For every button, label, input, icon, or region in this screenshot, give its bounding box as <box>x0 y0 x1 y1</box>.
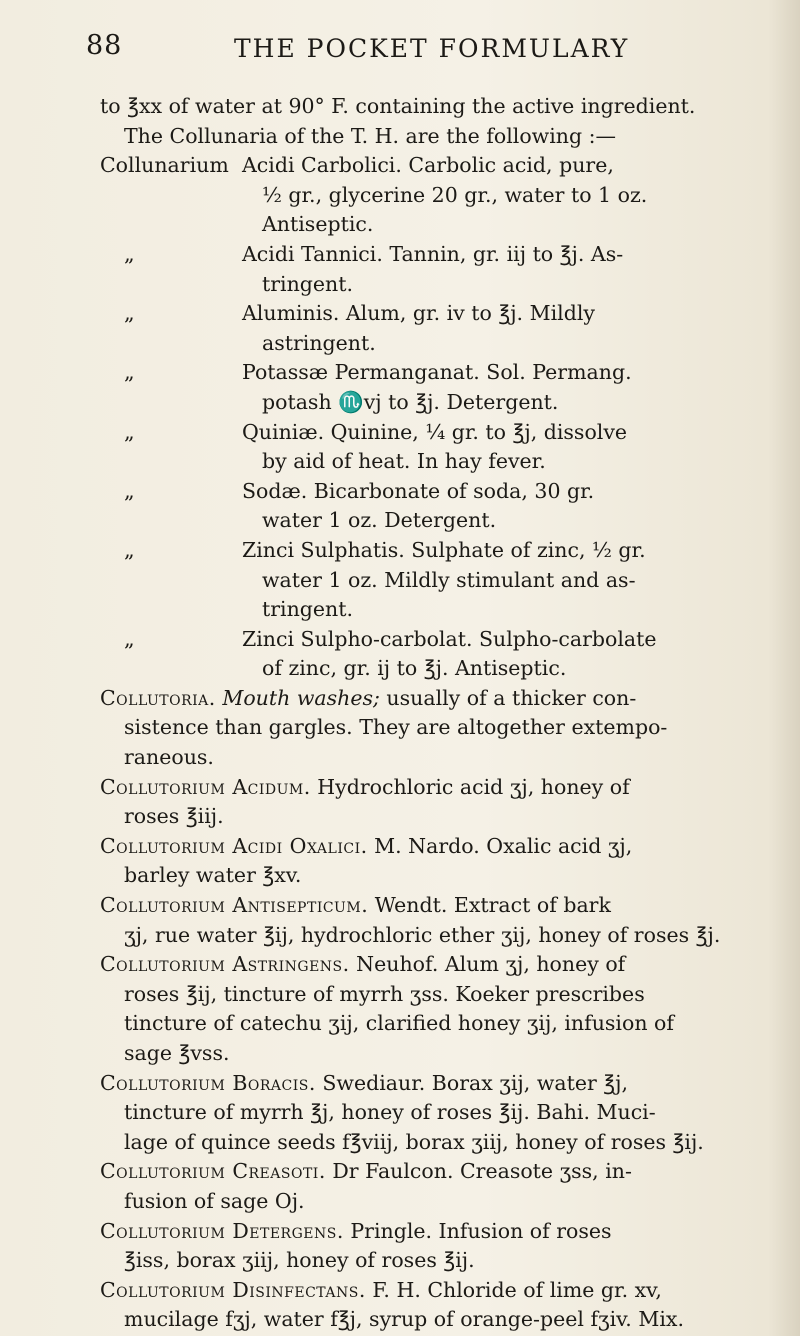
collutorium-entry <box>100 1069 790 1158</box>
text-line: tincture of myrrh ℥j, honey of roses ℥ij. Bahi. Muci- <box>124 1100 656 1125</box>
collutorium-entry <box>100 773 790 832</box>
text-line: M. Nardo. Oxalic acid ʒj, <box>367 833 633 858</box>
text-line: Neuhof. Alum ʒj, honey of <box>349 952 626 977</box>
section-heading: Collutoria. <box>100 685 216 710</box>
ditto-mark: „ <box>124 360 135 385</box>
text-line: Acidi Tannici. Tannin, gr. iij to ℥j. As- <box>242 241 624 266</box>
text-line: Quiniæ. Quinine, ¼ gr. to ℥j, dissolve <box>242 419 628 444</box>
text-line: to ℥xx of water at 90° F. containing the active ingredient. <box>100 94 696 118</box>
entry-heading: Collutorium Detergens. <box>100 1218 344 1243</box>
text-line: ℥iss, borax ʒiij, honey of roses ℥ij. <box>124 1248 475 1273</box>
text-line: ½ gr., glycerine 20 gr., water to 1 oz. <box>262 182 648 207</box>
entry-heading: Collutorium Creasoti. <box>100 1159 326 1184</box>
ditto-mark: „ <box>124 241 135 266</box>
entry-heading: Collutorium Acidi Oxalici. <box>100 833 368 858</box>
italic-phrase: Mouth washes; <box>222 685 380 710</box>
collunarium-entry <box>100 536 790 625</box>
collutorium-entry <box>100 832 790 891</box>
intro-paragraph <box>100 92 790 151</box>
ditto-mark: „ <box>124 478 135 503</box>
text-line: Swediaur. Borax ʒij, water ℥j, <box>315 1070 628 1095</box>
collutoria-entries <box>100 773 790 1335</box>
entry-heading: Collutorium Acidum. <box>100 774 311 799</box>
text-line: mucilage fʒj, water f℥j, syrup of orange-peel fʒiv. Mix. <box>124 1307 684 1332</box>
ditto-mark: „ <box>124 626 135 651</box>
text-line: usually of a thicker con- <box>386 685 637 710</box>
text-line: tincture of catechu ʒij, clarified honey ʒij, infusion of <box>124 1011 674 1036</box>
text-line: potash ♏vj to ℥j. Detergent. <box>262 389 559 414</box>
text-line: water 1 oz. Detergent. <box>262 508 497 533</box>
ditto-mark: „ <box>124 537 135 562</box>
text-line: F. H. Chloride of lime gr. xv, <box>365 1277 662 1302</box>
text-line: The Collunaria of the T. H. are the following :— <box>124 123 617 148</box>
collunaria-list <box>100 151 790 684</box>
text-line: roses ℥ij, tincture of myrrh ʒss. Koeker prescribes <box>124 981 645 1006</box>
collutorium-entry <box>100 950 790 1068</box>
text-line: barley water ℥xv. <box>124 863 302 888</box>
ditto-mark: „ <box>124 301 135 326</box>
collunarium-entry <box>100 477 790 536</box>
text-line: Antiseptic. <box>262 212 374 237</box>
entry-label: Collunarium <box>100 153 229 178</box>
entry-heading: Collutorium Antisepticum. <box>100 893 369 918</box>
collunarium-entry <box>100 358 790 417</box>
collunarium-entry <box>100 151 790 240</box>
collunarium-entry <box>100 240 790 299</box>
text-line: tringent. <box>262 271 354 296</box>
collutorium-entry <box>100 1217 790 1276</box>
collutorium-entry <box>100 1276 790 1335</box>
text-line: roses ℥iij. <box>124 804 224 829</box>
text-line: Acidi Carbolici. Carbolic acid, pure, <box>242 153 614 178</box>
page-body <box>100 92 790 1335</box>
collunarium-entry <box>100 418 790 477</box>
page-header <box>86 30 760 70</box>
page-number: 88 <box>86 30 123 61</box>
text-line: lage of quince seeds f℥viij, borax ʒiij, honey of roses ℥ij. <box>124 1129 704 1154</box>
text-line: Zinci Sulphatis. Sulphate of zinc, ½ gr. <box>242 537 646 562</box>
text-line: of zinc, gr. ij to ℥j. Antiseptic. <box>262 656 567 681</box>
entry-heading: Collutorium Astringens. <box>100 952 350 977</box>
text-line: Zinci Sulpho-carbolat. Sulpho-carbolate <box>242 626 657 651</box>
text-line: Potassæ Permanganat. Sol. Permang. <box>242 360 632 385</box>
text-line: Hydrochloric acid ʒj, honey of <box>310 774 630 799</box>
ditto-mark: „ <box>124 419 135 444</box>
collutoria-intro <box>100 684 790 773</box>
collunarium-entry <box>100 625 790 684</box>
text-line: Sodæ. Bicarbonate of soda, 30 gr. <box>242 478 595 503</box>
text-line: water 1 oz. Mildly stimulant and as- <box>262 567 636 592</box>
entry-heading: Collutorium Boracis. <box>100 1070 316 1095</box>
running-head: THE POCKET FORMULARY <box>234 34 630 63</box>
text-line: sistence than gargles. They are altogether extempo- <box>124 715 668 740</box>
text-line: Pringle. Infusion of roses <box>343 1218 612 1243</box>
collutorium-entry <box>100 891 790 950</box>
text-line: Wendt. Extract of bark <box>368 893 611 918</box>
text-line: ʒj, rue water ℥ij, hydrochloric ether ʒij, honey of roses ℥j. <box>124 922 721 947</box>
text-line: raneous. <box>124 745 214 770</box>
text-line: sage ℥vss. <box>124 1041 230 1065</box>
text-line: Aluminis. Alum, gr. iv to ℥j. Mildly <box>242 301 595 326</box>
text-line: fusion of sage Oj. <box>124 1188 305 1213</box>
collunarium-entry <box>100 299 790 358</box>
text-line: by aid of heat. In hay fever. <box>262 449 546 474</box>
text-line: tringent. <box>262 597 354 622</box>
entry-heading: Collutorium Disinfectans. <box>100 1277 366 1302</box>
collutorium-entry <box>100 1157 790 1216</box>
text-line: Dr Faulcon. Creasote ʒss, in- <box>325 1159 632 1184</box>
text-line: astringent. <box>262 330 376 355</box>
